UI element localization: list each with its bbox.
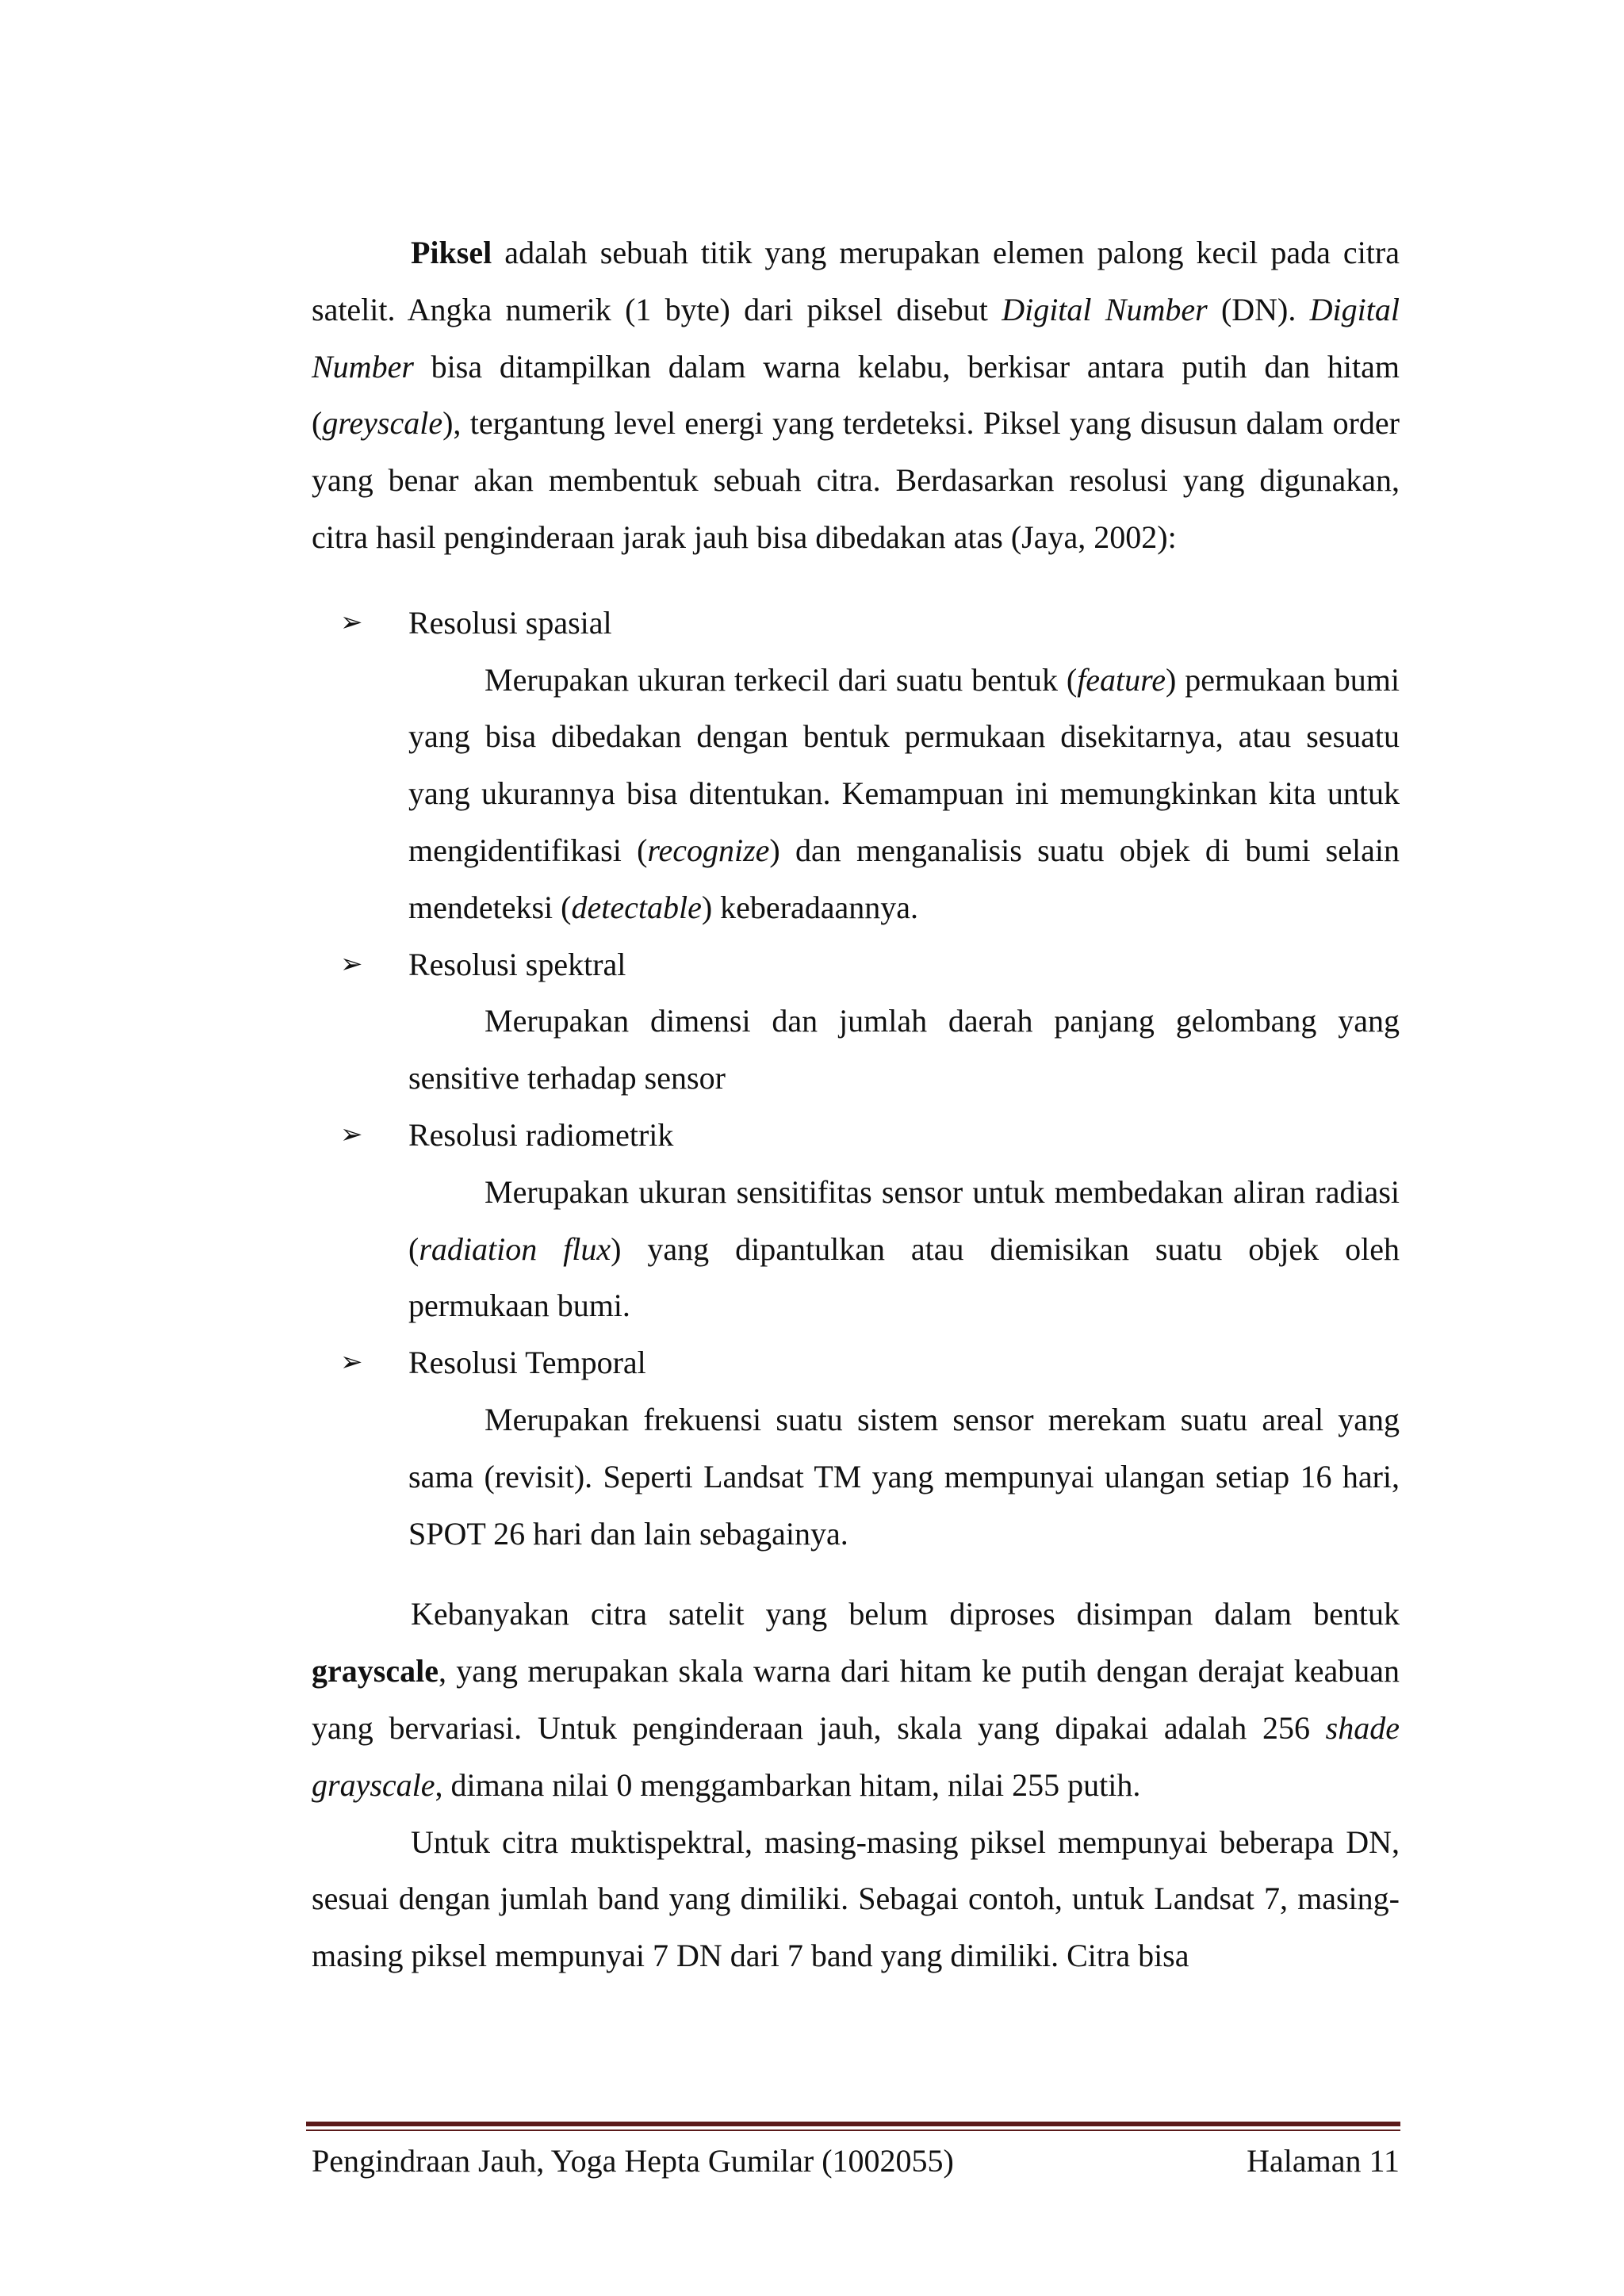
text-run: , yang merupakan skala warna dari hitam ke putih dengan derajat keabuan yang bervariasi. Untuk penginderaan jauh, skala yang dipakai adalah 256 [312, 1653, 1400, 1746]
bullet-title: Resolusi spasial [408, 604, 612, 641]
text-run: ), tergantung level energi yang terdeteksi. Piksel yang disusun dalam order yang benar akan membentuk sebuah citra. Berdasarkan resolusi yang digunakan, citra hasil penginderaan jarak jauh bisa dibedakan atas (Jaya, 2002): [312, 405, 1400, 555]
text-run: Merupakan dimensi dan jumlah daerah panjang gelombang yang sensitive terhadap sensor [408, 1003, 1400, 1096]
list-item-resolusi-radiometrik [312, 1107, 1400, 1334]
text-run: (DN). [1207, 291, 1310, 327]
text-run: adalah sebuah titik yang merupakan elemen palong kecil pada citra satelit. Angka numerik (1 byte) dari piksel disebut [312, 235, 1400, 327]
arrow-bullet-icon: ➢ [340, 947, 363, 980]
bullet-title: Resolusi Temporal [408, 1345, 646, 1381]
list-item-resolusi-spektral [312, 936, 1400, 1107]
text-run: Merupakan frekuensi suatu sistem sensor merekam suatu areal yang sama (revisit). Seperti Landsat TM yang mempunyai ulangan setiap 16 hari, SPOT 26 hari dan lain sebagainya. [408, 1401, 1400, 1552]
arrow-bullet-icon: ➢ [340, 1118, 363, 1150]
text-run: ) permukaan bumi yang bisa dibedakan dengan bentuk permukaan disekitarnya, atau sesuatu yang ukurannya bisa ditentukan. Kemampuan ini memungkinkan kita untuk mengidentifikasi ( [408, 661, 1400, 868]
arrow-bullet-icon: ➢ [340, 1346, 363, 1379]
text-run: ) yang dipantulkan atau diemisikan suatu objek oleh permukaan bumi. [408, 1230, 1400, 1324]
italic-term: Digital Number [1002, 291, 1208, 327]
page-number: Halaman 11 [1247, 2143, 1400, 2179]
text-run: ) keberadaannya. [701, 889, 919, 925]
bullet-heading [340, 1107, 1400, 1164]
text-run: Merupakan ukuran sensitifitas sensor untuk membedakan aliran radiasi ( [408, 1173, 1400, 1267]
text-run: Merupakan ukuran terkecil dari suatu bentuk ( [485, 661, 1078, 698]
resolution-list [312, 595, 1400, 1563]
italic-term: shade grayscale [312, 1709, 1400, 1803]
italic-term: Digital Number [312, 291, 1400, 385]
bullet-heading [340, 595, 1400, 652]
text-run: Untuk citra muktispektral, masing-masing piksel mempunyai beberapa DN, sesuai dengan jumlah band yang dimiliki. Sebagai contoh, untuk Landsat 7, masing-masing piksel mempunyai 7 DN dari 7 band yang dimiliki. Citra bisa [312, 1823, 1400, 1974]
italic-term: detectable [571, 889, 702, 925]
text-run: , dimana nilai 0 menggambarkan hitam, nilai 255 putih. [435, 1766, 1141, 1803]
bullet-description [408, 993, 1400, 1107]
arrow-bullet-icon: ➢ [340, 606, 363, 638]
list-item-resolusi-spasial [312, 595, 1400, 936]
footer-rule [306, 2122, 1400, 2126]
italic-term: greyscale [322, 405, 443, 442]
term-piksel: Piksel [411, 235, 492, 270]
page-body [312, 224, 1400, 1984]
bullet-description [408, 652, 1400, 936]
italic-term: feature [1077, 661, 1166, 698]
bullet-heading [340, 936, 1400, 993]
text-run: bisa ditampilkan dalam warna kelabu, berkisar antara putih dan hitam ( [312, 348, 1400, 442]
bullet-title: Resolusi spektral [408, 946, 626, 982]
italic-term: recognize [647, 832, 770, 868]
bullet-title: Resolusi radiometrik [408, 1116, 674, 1153]
paragraph-multispektral [312, 1814, 1400, 1984]
paragraph-grayscale [312, 1586, 1400, 1813]
paragraph-piksel [312, 224, 1400, 566]
footer-title: Pengindraan Jauh, Yoga Hepta Gumilar (1002055) [312, 2143, 954, 2179]
text-run: ) dan menganalisis suatu objek di bumi selain mendeteksi ( [408, 832, 1400, 925]
bullet-heading [340, 1334, 1400, 1391]
footer-rule-thin [306, 2130, 1400, 2131]
text-run: Kebanyakan citra satelit yang belum diproses disimpan dalam bentuk [411, 1596, 1400, 1632]
list-item-resolusi-temporal [312, 1334, 1400, 1562]
italic-term: radiation flux [419, 1230, 611, 1267]
term-grayscale: grayscale [312, 1653, 439, 1689]
bullet-description [408, 1164, 1400, 1334]
bullet-description [408, 1391, 1400, 1562]
